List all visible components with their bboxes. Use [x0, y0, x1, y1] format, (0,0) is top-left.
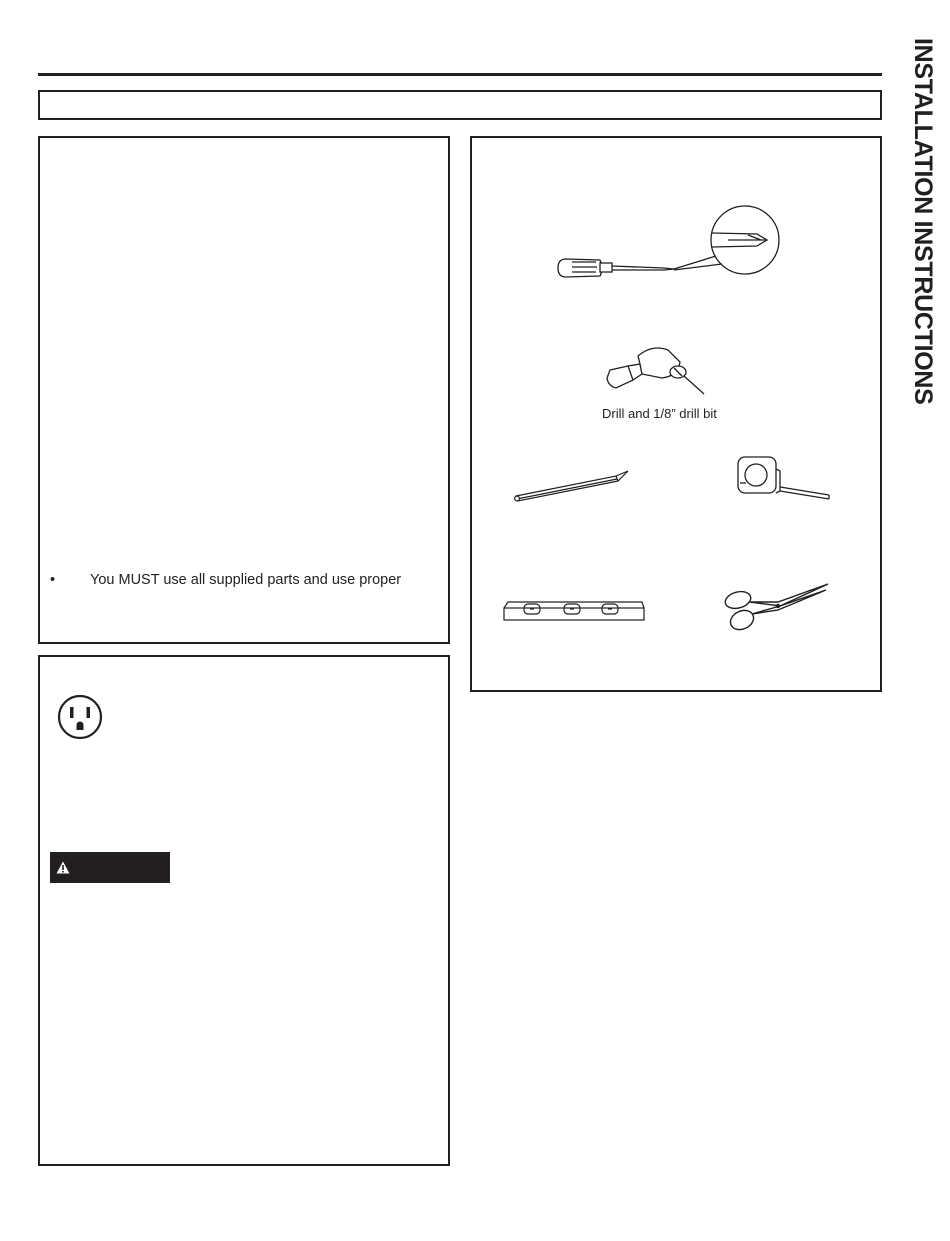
- section-header-bar: [38, 90, 882, 120]
- intro-panel: [38, 136, 450, 644]
- level-icon: [500, 596, 648, 635]
- bullet-text: You MUST use all supplied parts and use proper: [90, 572, 402, 588]
- grounded-outlet-icon: [57, 694, 103, 740]
- side-title: INSTALLATION INSTRUCTIONS: [909, 38, 937, 405]
- top-rule: [38, 73, 882, 76]
- bullet-marker: •: [50, 572, 56, 588]
- tools-panel: [470, 136, 882, 692]
- pencil-icon: [512, 468, 637, 513]
- drill-icon: [600, 336, 717, 421]
- tape-measure-icon: [734, 453, 834, 518]
- warning-label: [50, 852, 170, 883]
- electrical-panel: [38, 655, 450, 1166]
- phillips-screwdriver-icon: [552, 204, 782, 289]
- drill-caption: Drill and 1/8” drill bit: [602, 406, 717, 421]
- scissors-icon: [720, 580, 835, 640]
